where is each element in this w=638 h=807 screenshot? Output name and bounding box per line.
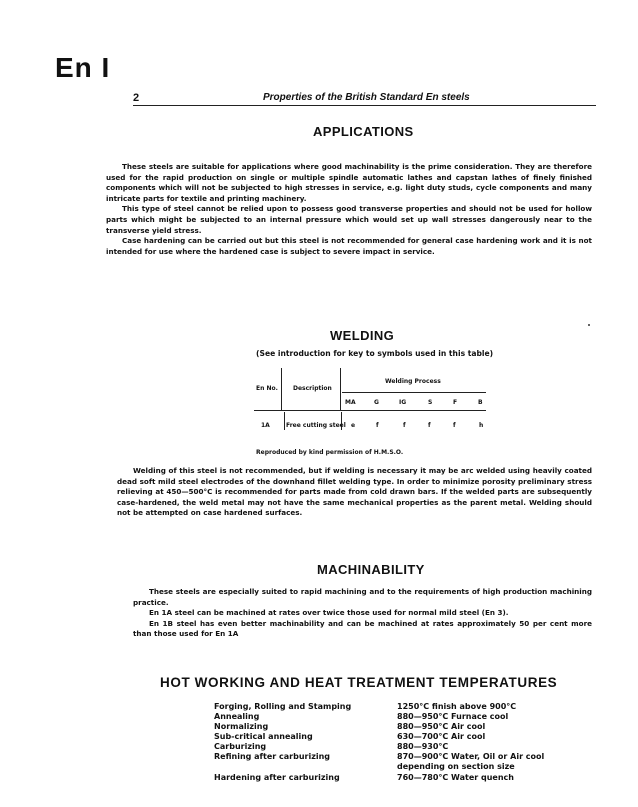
applications-heading: APPLICATIONS	[313, 124, 414, 139]
welding-heading: WELDING	[330, 328, 395, 343]
welding-paragraph: Welding of this steel is not recommended, but if welding is necessary it may be arc welded using heavily coated dead soft mild steel electrodes of the downhand fillet welding type. In order to minimize porosity preliminary stress relieving at 450—500°C is recommended for parts made from cold drawn bars. If the welded parts are subsequently case-hardened, the weld metal may not have the same mechanical properties as the parent metal. Welding should not be attempted on case hardened surfaces.	[117, 466, 592, 518]
table-cell-rating: e	[351, 422, 356, 429]
reproduction-credit: Reproduced by kind permission of H.M.S.O.	[256, 449, 404, 456]
running-title: Properties of the British Standard En steels	[263, 92, 470, 103]
table-cell-rating: f	[403, 422, 406, 429]
heat-treatment-row	[214, 762, 594, 772]
applications-paragraph: This type of steel cannot be relied upon to possess good transverse properties and should not be used for hollow parts which might be subjected to an internal pressure which would set up wall stresses dangerously near to the transverse yield stress.	[106, 204, 592, 235]
stray-mark	[588, 324, 590, 326]
machinability-body	[133, 587, 592, 640]
process-name: Forging, Rolling and Stamping	[214, 702, 352, 711]
corner-title: En I	[55, 52, 111, 83]
applications-paragraph: Case hardening can be carried out but this steel is not recommended for general case hardening work and it is not intended for use where the hardened case is subject to severe impact in service.	[106, 236, 592, 256]
machinability-paragraph: En 1B steel has even better machinability and can be machined at rates approximately 50 per cent more than those used for En 1A	[133, 618, 592, 639]
process-name: Refining after carburizing	[214, 752, 331, 761]
heat-treatment-row	[214, 702, 594, 712]
machinability-heading: MACHINABILITY	[317, 562, 425, 577]
table-rule	[281, 368, 282, 410]
page-number: 2	[133, 92, 140, 104]
process-code: B	[478, 399, 483, 406]
process-code: S	[428, 399, 433, 406]
process-temperature: 1250°C finish above 900°C	[397, 702, 517, 711]
table-cell-rating: f	[453, 422, 456, 429]
table-rule	[284, 412, 285, 430]
table-cell-description: Free cutting steel	[286, 422, 346, 429]
table-rule	[254, 410, 486, 411]
welding-table	[250, 368, 490, 450]
machinability-paragraph: These steels are especially suited to rapid machining and to the requirements of high production machining practice.	[133, 587, 592, 607]
process-temperature: 760—780°C Water quench	[397, 773, 514, 782]
heat-treatment-row	[214, 752, 594, 762]
table-cell-rating: h	[479, 422, 484, 429]
header-rule	[133, 105, 596, 106]
table-rule	[342, 392, 486, 393]
process-temperature: depending on section size	[397, 762, 515, 771]
heat-treatment-row	[214, 742, 594, 752]
column-header-welding-process: Welding Process	[385, 378, 441, 385]
welding-body	[117, 466, 592, 519]
process-code: G	[374, 399, 379, 406]
heat-treatment-row	[214, 773, 594, 783]
hot-working-heading: HOT WORKING AND HEAT TREATMENT TEMPERATURES	[160, 675, 558, 690]
process-temperature: 880—950°C Air cool	[397, 722, 486, 731]
column-header-en-no: En No.	[256, 385, 278, 392]
process-temperature: 880—930°C	[397, 742, 449, 751]
process-name: Annealing	[214, 712, 260, 721]
process-name: Carburizing	[214, 742, 267, 751]
applications-paragraph: These steels are suitable for applications where good machinability is the prime consideration. They are therefore used for the rapid production on single or multiple spindle automatic lathes and capstan lathes of finely finished components which will not be subjected to high stresses in service, e.g. light duty studs, cycle components and many intricate parts for textile and printing machinery.	[106, 162, 592, 203]
applications-body	[106, 162, 592, 257]
process-temperature: 870—900°C Water, Oil or Air cool	[397, 752, 545, 761]
table-cell-en-no: 1A	[261, 422, 270, 429]
heat-treatment-row	[214, 712, 594, 722]
process-name: Sub-critical annealing	[214, 732, 313, 741]
column-header-description: Description	[293, 385, 332, 392]
machinability-paragraph: En 1A steel can be machined at rates over twice those used for normal mild steel (En 3).	[149, 608, 509, 618]
table-cell-rating: f	[428, 422, 431, 429]
heat-treatment-row	[214, 722, 594, 732]
process-name: Hardening after carburizing	[214, 773, 340, 782]
welding-table-subtitle: (See introduction for key to symbols used in this table)	[256, 349, 494, 358]
table-rule	[340, 368, 341, 410]
process-temperature: 880—950°C Furnace cool	[397, 712, 509, 721]
process-temperature: 630—700°C Air cool	[397, 732, 486, 741]
process-code: MA	[345, 399, 356, 406]
table-cell-rating: f	[376, 422, 379, 429]
process-code: IG	[399, 399, 407, 406]
heat-treatment-row	[214, 732, 594, 742]
process-name: Normalizing	[214, 722, 269, 731]
process-code: F	[453, 399, 458, 406]
